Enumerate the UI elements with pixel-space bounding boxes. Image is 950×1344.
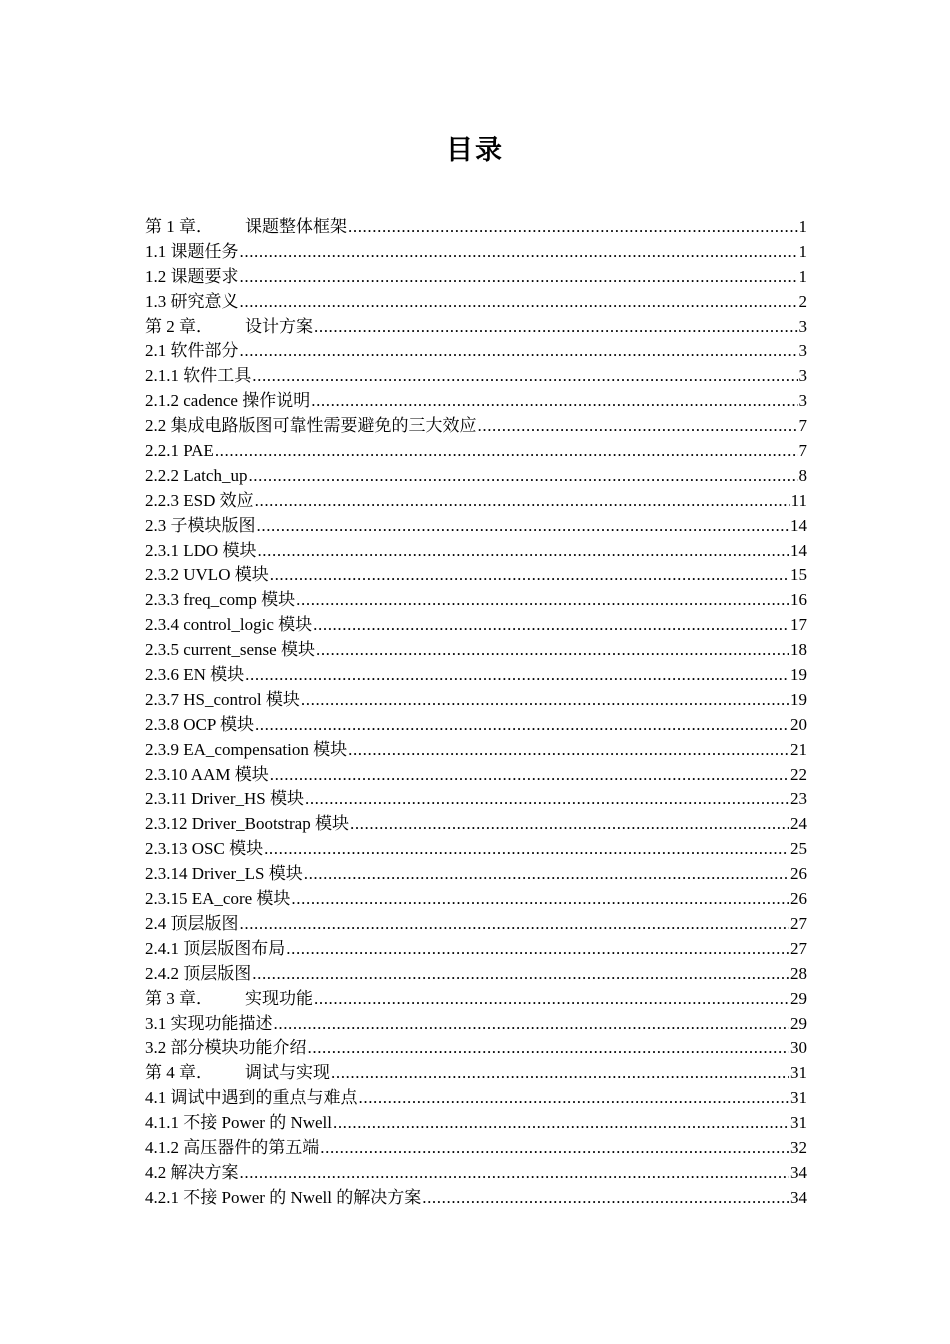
toc-entry-text: 2.3.10 AAM 模块 (145, 764, 269, 784)
table-of-contents (145, 215, 807, 1211)
toc-entry[interactable] (145, 688, 807, 713)
toc-entry-text: 2.2.3 ESD 效应 (145, 490, 254, 510)
toc-dot-leader (316, 638, 789, 663)
toc-entry-text: 课题整体框架 (245, 217, 347, 236)
toc-entry[interactable] (145, 1161, 807, 1186)
toc-entry-label (145, 489, 254, 514)
toc-entry[interactable] (145, 514, 807, 539)
toc-chapter-number: 第 3 章． (145, 988, 213, 1008)
toc-dot-leader (422, 1186, 789, 1211)
toc-entry-text: 2.4.1 顶层版图布局 (145, 938, 286, 958)
toc-page-number: 19 (790, 689, 807, 709)
toc-dot-leader (478, 414, 798, 439)
page-title: 目录 (446, 135, 504, 165)
toc-dot-leader (348, 738, 789, 763)
toc-entry-text: 4.1.1 不接 Power 的 Nwell (145, 1113, 332, 1133)
toc-entry[interactable] (145, 1111, 807, 1136)
toc-page-number: 2 (798, 291, 807, 311)
toc-entry-text: 3.2 部分模块功能介绍 (145, 1038, 307, 1058)
toc-chapter-entry[interactable] (145, 1061, 807, 1086)
toc-dot-leader (255, 489, 790, 514)
toc-entry[interactable] (145, 837, 807, 862)
toc-entry[interactable] (145, 713, 807, 738)
toc-entry-text: 2.1.2 cadence 操作说明 (145, 391, 311, 411)
toc-entry[interactable] (145, 1136, 807, 1161)
toc-entry-label (145, 962, 251, 987)
toc-page-number: 30 (790, 1038, 807, 1058)
toc-entry[interactable] (145, 912, 807, 937)
toc-entry-label (145, 315, 313, 340)
toc-dot-leader (252, 962, 789, 987)
toc-entry-label (145, 763, 269, 788)
toc-dot-leader (240, 912, 790, 937)
toc-dot-leader (270, 563, 789, 588)
toc-entry-text: 4.2.1 不接 Power 的 Nwell 的解决方案 (145, 1187, 422, 1207)
toc-entry[interactable] (145, 1012, 807, 1037)
toc-dot-leader (313, 613, 789, 638)
toc-entry-label (145, 862, 303, 887)
toc-dot-leader (311, 389, 797, 414)
toc-entry-label (145, 1036, 307, 1061)
toc-entry-text: 2.3.4 control_logic 模块 (145, 615, 313, 635)
toc-dot-leader (215, 439, 798, 464)
toc-dot-leader (296, 588, 789, 613)
toc-entry-label (145, 215, 347, 240)
toc-entry-text: 2.3.12 Driver_Bootstrap 模块 (145, 814, 349, 834)
toc-entry[interactable] (145, 339, 807, 364)
toc-entry[interactable] (145, 887, 807, 912)
toc-entry-text: 2.2.1 PAE (145, 441, 214, 461)
toc-entry-text: 1.3 研究意义 (145, 291, 239, 311)
toc-dot-leader (257, 514, 790, 539)
toc-page-number: 26 (790, 864, 807, 884)
toc-page-number: 19 (790, 665, 807, 685)
toc-chapter-entry[interactable] (145, 987, 807, 1012)
toc-dot-leader (270, 763, 789, 788)
toc-entry-label (145, 240, 239, 265)
toc-entry[interactable] (145, 364, 807, 389)
toc-page-number: 16 (790, 590, 807, 610)
toc-chapter-number: 第 4 章． (145, 1063, 213, 1083)
toc-chapter-entry[interactable] (145, 315, 807, 340)
toc-entry[interactable] (145, 613, 807, 638)
toc-entry-label (145, 464, 247, 489)
toc-dot-leader (257, 539, 789, 564)
toc-entry-text: 2.3.11 Driver_HS 模块 (145, 789, 304, 809)
toc-page-number: 24 (790, 814, 807, 834)
toc-entry-label (145, 1012, 273, 1037)
toc-page-number: 32 (790, 1137, 807, 1157)
toc-page-number: 17 (790, 615, 807, 635)
toc-entry-label (145, 439, 214, 464)
toc-page-number: 31 (790, 1063, 807, 1083)
toc-page-number: 7 (798, 416, 807, 436)
toc-page-number: 1 (798, 217, 807, 236)
toc-entry-text: 1.1 课题任务 (145, 241, 239, 261)
toc-entry-label (145, 613, 312, 638)
toc-entry[interactable] (145, 1186, 807, 1211)
toc-page-number: 25 (790, 839, 807, 859)
toc-dot-leader (331, 1061, 789, 1086)
toc-dot-leader (286, 937, 789, 962)
toc-entry-text: 2.3.8 OCP 模块 (145, 714, 254, 734)
toc-dot-leader (359, 1086, 790, 1111)
toc-entry[interactable] (145, 464, 807, 489)
toc-entry[interactable] (145, 389, 807, 414)
toc-entry-label (145, 539, 256, 564)
toc-dot-leader (240, 265, 798, 290)
toc-page-number: 3 (798, 391, 807, 411)
toc-chapter-number: 第 2 章． (145, 316, 213, 336)
toc-dot-leader (274, 1012, 790, 1037)
toc-page-number: 21 (790, 739, 807, 759)
toc-entry-text: 2.3.2 UVLO 模块 (145, 565, 269, 585)
toc-entry-label (145, 588, 295, 613)
toc-entry-label (145, 1186, 421, 1211)
toc-page-number: 31 (790, 1113, 807, 1133)
toc-entry-label (145, 563, 269, 588)
toc-page-number: 31 (790, 1088, 807, 1108)
toc-page-number: 23 (790, 789, 807, 809)
toc-dot-leader (240, 1161, 790, 1186)
toc-chapter-entry[interactable] (145, 215, 807, 240)
toc-page-number: 18 (790, 640, 807, 660)
toc-entry-text: 2.4.2 顶层版图 (145, 963, 252, 983)
toc-entry-text: 调试与实现 (245, 1063, 330, 1083)
toc-entry[interactable] (145, 265, 807, 290)
toc-entry-text: 2.3.9 EA_compensation 模块 (145, 739, 348, 759)
toc-entry-text: 2.3.14 Driver_LS 模块 (145, 864, 303, 884)
toc-entry-label (145, 663, 244, 688)
toc-entry-text: 设计方案 (245, 316, 313, 336)
toc-page-number: 3 (798, 341, 807, 361)
toc-entry-text: 2.3.5 current_sense 模块 (145, 640, 315, 660)
toc-entry-label (145, 738, 347, 763)
toc-entry[interactable] (145, 290, 807, 315)
toc-entry-text: 2.3.13 OSC 模块 (145, 839, 264, 859)
toc-entry[interactable] (145, 1036, 807, 1061)
toc-entry-text: 2.2.2 Latch_up (145, 465, 248, 485)
toc-entry-label (145, 638, 315, 663)
toc-chapter-number: 第 1 章． (145, 217, 213, 236)
toc-dot-leader (255, 713, 789, 738)
toc-entry[interactable] (145, 414, 807, 439)
toc-entry[interactable] (145, 738, 807, 763)
toc-page-number: 3 (798, 316, 807, 336)
toc-entry-text: 2.3.15 EA_core 模块 (145, 889, 291, 909)
toc-page-number: 8 (798, 465, 807, 485)
toc-entry-text: 2.3.1 LDO 模块 (145, 540, 257, 560)
toc-dot-leader (291, 887, 789, 912)
toc-entry-text: 4.1 调试中遇到的重点与难点 (145, 1088, 358, 1108)
toc-entry-label (145, 837, 263, 862)
toc-entry-label (145, 688, 300, 713)
toc-dot-leader (320, 1136, 789, 1161)
toc-entry-text: 实现功能 (245, 988, 313, 1008)
toc-entry[interactable] (145, 638, 807, 663)
toc-entry-label (145, 787, 304, 812)
toc-entry-text: 4.1.2 高压器件的第五端 (145, 1137, 320, 1157)
toc-entry-text: 1.2 课题要求 (145, 266, 239, 286)
toc-page-number: 1 (798, 241, 807, 261)
toc-entry[interactable] (145, 539, 807, 564)
toc-entry[interactable] (145, 787, 807, 812)
toc-entry-label (145, 713, 254, 738)
toc-entry-label (145, 514, 256, 539)
toc-entry-label (145, 1136, 319, 1161)
toc-dot-leader (240, 240, 798, 265)
toc-entry[interactable] (145, 862, 807, 887)
toc-entry-label (145, 987, 313, 1012)
toc-entry-text: 2.3 子模块版图 (145, 515, 256, 535)
toc-page-number: 1 (798, 266, 807, 286)
toc-entry[interactable] (145, 1086, 807, 1111)
toc-entry[interactable] (145, 563, 807, 588)
toc-dot-leader (333, 1111, 789, 1136)
toc-entry-label (145, 1161, 239, 1186)
toc-page-number: 7 (798, 441, 807, 461)
toc-page-number: 15 (790, 565, 807, 585)
toc-dot-leader (240, 290, 798, 315)
toc-entry-label (145, 912, 239, 937)
toc-entry-label (145, 364, 251, 389)
toc-page-number: 22 (790, 764, 807, 784)
toc-page-number: 34 (790, 1162, 807, 1182)
toc-entry[interactable] (145, 439, 807, 464)
toc-page-number: 27 (790, 938, 807, 958)
toc-dot-leader (248, 464, 797, 489)
toc-entry[interactable] (145, 962, 807, 987)
toc-entry-label (145, 812, 349, 837)
toc-entry-label (145, 414, 477, 439)
toc-entry-text: 2.3.7 HS_control 模块 (145, 689, 300, 709)
toc-entry-label (145, 1086, 358, 1111)
toc-entry-text: 3.1 实现功能描述 (145, 1013, 273, 1033)
toc-dot-leader (348, 215, 798, 240)
toc-dot-leader (245, 663, 789, 688)
toc-entry[interactable] (145, 663, 807, 688)
toc-entry[interactable] (145, 937, 807, 962)
toc-dot-leader (240, 339, 798, 364)
toc-entry-text: 2.1 软件部分 (145, 341, 239, 361)
toc-entry-label (145, 887, 290, 912)
toc-entry-text: 2.3.6 EN 模块 (145, 665, 245, 685)
toc-entry-label (145, 937, 285, 962)
toc-entry-text: 4.2 解决方案 (145, 1162, 239, 1182)
toc-dot-leader (350, 812, 789, 837)
toc-entry-label (145, 290, 239, 315)
toc-entry-label (145, 339, 239, 364)
toc-page-number: 14 (790, 540, 807, 560)
toc-page-number: 3 (798, 366, 807, 386)
toc-page-number: 28 (790, 963, 807, 983)
toc-entry[interactable] (145, 812, 807, 837)
toc-dot-leader (304, 862, 789, 887)
toc-dot-leader (252, 364, 797, 389)
toc-entry-label (145, 1061, 330, 1086)
toc-entry-text: 2.2 集成电路版图可靠性需要避免的三大效应 (145, 416, 477, 436)
toc-page-number: 26 (790, 889, 807, 909)
toc-page-number: 34 (790, 1187, 807, 1207)
toc-page-number: 29 (790, 1013, 807, 1033)
toc-dot-leader (301, 688, 789, 713)
toc-entry[interactable] (145, 588, 807, 613)
toc-page-number: 14 (790, 515, 807, 535)
toc-entry-label (145, 1111, 332, 1136)
toc-entry-text: 2.4 顶层版图 (145, 913, 239, 933)
toc-dot-leader (308, 1036, 790, 1061)
toc-dot-leader (264, 837, 789, 862)
toc-entry-label (145, 389, 310, 414)
toc-page-number: 29 (790, 988, 807, 1008)
toc-entry-text: 2.1.1 软件工具 (145, 366, 252, 386)
toc-entry[interactable] (145, 763, 807, 788)
toc-dot-leader (305, 787, 789, 812)
toc-entry-label (145, 265, 239, 290)
toc-page-number: 27 (790, 913, 807, 933)
toc-page-number: 20 (790, 714, 807, 734)
toc-dot-leader (314, 315, 798, 340)
toc-page-number: 11 (790, 490, 807, 510)
toc-entry[interactable] (145, 489, 807, 514)
toc-dot-leader (314, 987, 789, 1012)
toc-entry-text: 2.3.3 freq_comp 模块 (145, 590, 296, 610)
toc-entry[interactable] (145, 240, 807, 265)
